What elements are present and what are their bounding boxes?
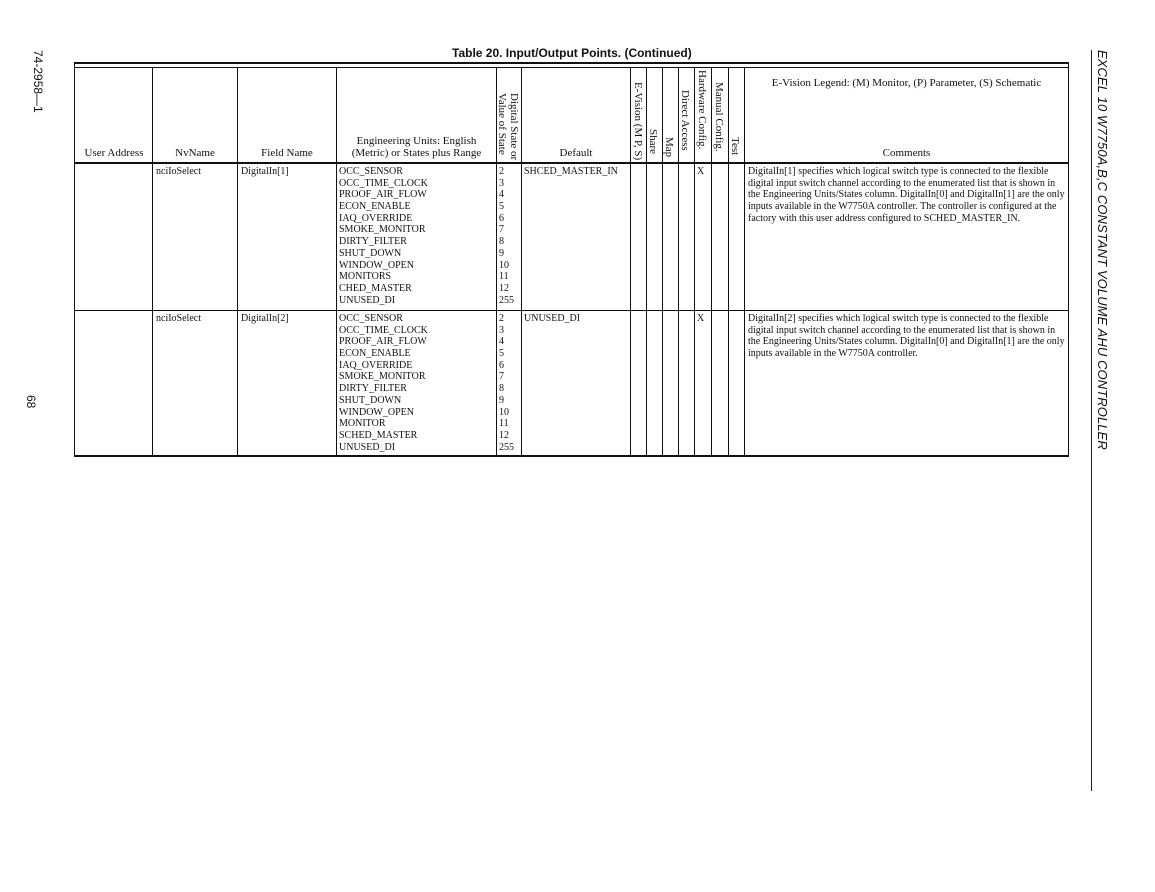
row1-states <box>339 166 428 306</box>
state: SCHED_MASTER <box>339 429 418 441</box>
col-rule <box>694 68 695 456</box>
value: 9 <box>499 247 504 259</box>
state: OCC_TIME_CLOCK <box>339 177 428 189</box>
header-user-address: User Address <box>84 147 144 159</box>
row2-states <box>339 313 428 453</box>
header-nv-name: NvName <box>175 147 215 159</box>
state: OCC_SENSOR <box>339 313 403 324</box>
value: 4 <box>499 189 504 201</box>
row2-field-name: DigitalIn[2] <box>241 313 289 324</box>
value: 6 <box>499 212 504 224</box>
state: UNUSED_DI <box>339 441 396 453</box>
running-title: EXCEL 10 W7750A,B,C CONSTANT VOLUME AHU CONTROLLER <box>1095 50 1110 450</box>
state: DIRTY_FILTER <box>339 383 407 395</box>
state: DIRTY_FILTER <box>339 236 407 248</box>
state: SMOKE_MONITOR <box>339 371 426 383</box>
header-hardware-config: Hardware Config. <box>696 70 708 150</box>
state: SHUT_DOWN <box>339 247 402 259</box>
value: 11 <box>499 418 509 430</box>
header-digital-state-line2: Value of State <box>496 93 508 155</box>
value: 4 <box>499 336 504 348</box>
row1-nv-name: nciIoSelect <box>156 166 201 177</box>
value: 10 <box>499 406 509 418</box>
header-engineering-units-line1: Engineering Units: English <box>356 135 477 147</box>
col-rule <box>521 68 522 456</box>
value: 6 <box>499 359 504 371</box>
state: WINDOW_OPEN <box>339 259 414 271</box>
row1-hardware-config-mark: X <box>697 166 705 177</box>
value: 11 <box>499 271 509 283</box>
col-rule <box>711 68 712 456</box>
header-bottom-rule <box>75 162 1068 164</box>
col-rule <box>336 68 337 456</box>
state: IAQ_OVERRIDE <box>339 359 413 371</box>
value: 5 <box>499 348 504 360</box>
state: OCC_TIME_CLOCK <box>339 324 428 336</box>
header-comments: Comments <box>882 147 931 159</box>
value: 8 <box>499 383 504 395</box>
header-field-name: Field Name <box>261 147 313 159</box>
col-rule <box>237 68 238 456</box>
state: MONITORS <box>339 271 392 283</box>
page-number: 68 <box>24 395 38 409</box>
row1-values <box>499 166 514 306</box>
header-direct-access: Direct Access <box>679 90 691 151</box>
state: IAQ_OVERRIDE <box>339 212 413 224</box>
header-digital-state <box>496 93 520 160</box>
state: ECON_ENABLE <box>339 348 411 360</box>
header-engineering-units <box>337 135 496 159</box>
col-rule <box>646 68 647 456</box>
header-default: Default <box>559 147 593 159</box>
margin-rule <box>1091 50 1092 791</box>
header-digital-state-line1: Digital State or <box>508 93 520 161</box>
row2-values <box>499 313 514 453</box>
value: 7 <box>499 224 504 236</box>
col-rule <box>744 68 745 456</box>
col-rule <box>728 68 729 456</box>
value: 3 <box>499 177 504 189</box>
row2-hardware-config-mark: X <box>697 313 705 324</box>
value: 3 <box>499 324 504 336</box>
value: 8 <box>499 236 504 248</box>
state: SHUT_DOWN <box>339 394 402 406</box>
header-legend: E-Vision Legend: (M) Monitor, (P) Parameter, (S) Schematic <box>771 77 1042 89</box>
state: PROOF_AIR_FLOW <box>339 189 427 201</box>
io-table <box>74 62 1069 457</box>
header-test: Test <box>729 137 741 156</box>
state: SMOKE_MONITOR <box>339 224 426 236</box>
col-rule <box>152 68 153 456</box>
row2-comment: DigitalIn[2] specifies which logical switch type is connected to the flexible digital input switch channel according to the enumerated list that is shown in the Engineering Units/States column. DigitalIn[0] and DigitalIn[1] are the only inputs available in the W7750A controller. <box>748 313 1065 360</box>
row1-default: SHCED_MASTER_IN <box>524 166 618 177</box>
col-rule <box>630 68 631 456</box>
row1-field-name: DigitalIn[1] <box>241 166 289 177</box>
value: 10 <box>499 259 509 271</box>
value: 2 <box>499 313 504 324</box>
state: PROOF_AIR_FLOW <box>339 336 427 348</box>
value: 7 <box>499 371 504 383</box>
state: OCC_SENSOR <box>339 166 403 177</box>
header-evision: E-Vision (M P, S) <box>632 82 644 161</box>
header-top-rule <box>75 67 1068 68</box>
header-map: Map <box>663 137 675 158</box>
value: 9 <box>499 394 504 406</box>
col-rule <box>662 68 663 456</box>
state: CHED_MASTER <box>339 282 412 294</box>
value: 255 <box>499 441 514 453</box>
value: 5 <box>499 201 504 213</box>
header-engineering-units-line2: (Metric) or States plus Range <box>351 147 482 159</box>
value: 2 <box>499 166 504 177</box>
state: WINDOW_OPEN <box>339 406 414 418</box>
row1-comment: DigitalIn[1] specifies which logical switch type is connected to the flexible digital input switch channel according to the enumerated list that is shown in the Engineering Units/States column. DigitalIn[0] and DigitalIn[1] are the only inputs available in the W7750A controller. The controller is configured at the factory with this user address configured to SCHED_MASTER_IN. <box>748 166 1065 224</box>
row2-default: UNUSED_DI <box>524 313 581 324</box>
row-divider <box>75 310 1068 311</box>
value: 12 <box>499 429 509 441</box>
value: 12 <box>499 282 509 294</box>
state: UNUSED_DI <box>339 294 396 306</box>
state: ECON_ENABLE <box>339 201 411 213</box>
header-share: Share <box>647 129 659 155</box>
row2-nv-name: nciIoSelect <box>156 313 201 324</box>
table-title: Table 20. Input/Output Points. (Continued) <box>452 46 692 60</box>
state: MONITOR <box>339 418 386 430</box>
header-manual-config: Manual Config. <box>713 82 725 152</box>
value: 255 <box>499 294 514 306</box>
